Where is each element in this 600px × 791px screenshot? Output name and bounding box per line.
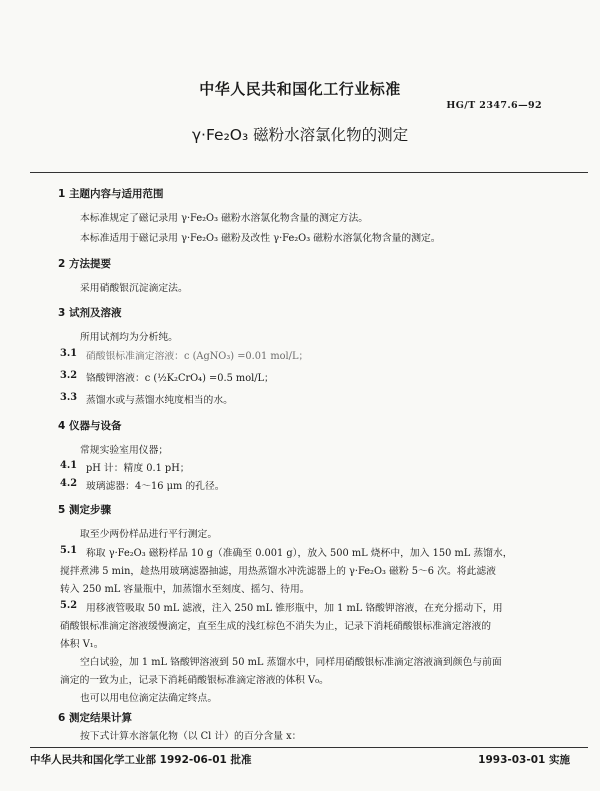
item-5-1-number: 5.1 (60, 545, 78, 556)
doc-title: γ·Fe₂O₃ 磁粉水溶氯化物的测定 (191, 126, 409, 144)
blank-test-line-1: 空白试验，加 1 mL 铬酸钾溶液到 50 mL 蒸馏水中，同样用硝酸银标准滴定溶液滴到颜色与前面 (80, 657, 502, 668)
section-2-paragraph-1: 采用硝酸银沉淀滴定法。 (80, 283, 188, 294)
section-4-heading: 4 仪器与设备 (58, 420, 122, 432)
item-3-2-number: 3.2 (60, 370, 78, 381)
item-5-2-line-3: 体积 V₁。 (60, 639, 104, 650)
implementation-date: 1993-03-01 实施 (478, 754, 570, 766)
item-5-2-line-1: 用移液管吸取 50 mL 滤液，注入 250 mL 锥形瓶中，加 1 mL 铬酸钾溶液，在充分摇动下，用 (86, 603, 503, 614)
item-4-2-text: 玻璃滤器：4～16 μm 的孔径。 (86, 481, 225, 492)
item-3-3-text: 蒸馏水或与蒸馏水纯度相当的水。 (86, 395, 233, 406)
standard-number: HG/T 2347.6—92 (446, 100, 542, 111)
item-3-3-number: 3.3 (60, 392, 78, 403)
header-rule (30, 172, 588, 173)
section-2-heading: 2 方法提要 (58, 258, 111, 270)
item-4-1-number: 4.1 (60, 460, 78, 471)
item-5-1-line-2: 搅拌煮沸 5 min，趁热用玻璃滤器抽滤，用热蒸馏水冲洗滤器上的 γ·Fe₂O₃ 磁粉 5～6 次。将此滤液 (60, 566, 496, 577)
item-4-2-number: 4.2 (60, 478, 78, 489)
item-5-1-line-1: 称取 γ·Fe₂O₃ 磁粉样品 10 g（准确至 0.001 g），放入 500 mL 烧杯中，加入 150 mL 蒸馏水， (86, 548, 513, 559)
section-4-intro: 常规实验室用仪器； (80, 445, 169, 456)
section-3-intro: 所用试剂均为分析纯。 (80, 332, 178, 343)
section-6-heading: 6 测定结果计算 (58, 712, 132, 724)
item-3-2-text: 铬酸钾溶液：c (½K₂CrO₄) =0.5 mol/L； (86, 373, 274, 384)
item-5-2-number: 5.2 (60, 600, 78, 611)
section-1-paragraph-1: 本标准规定了磁记录用 γ·Fe₂O₃ 磁粉水溶氯化物含量的测定方法。 (80, 213, 369, 224)
item-5-2-line-2: 硝酸银标准滴定溶液缓慢滴定，直至生成的浅红棕色不消失为止，记录下消耗硝酸银标准滴定溶液的 (60, 621, 492, 632)
item-3-1-text: 硝酸银标准滴定溶液：c (AgNO₃) =0.01 mol/L； (86, 351, 309, 362)
item-3-1-number: 3.1 (60, 348, 78, 359)
item-4-1-text: pH 计：精度 0.1 pH； (86, 463, 190, 474)
section-5-intro: 取至少两份样品进行平行测定。 (80, 529, 218, 540)
section-1-paragraph-2: 本标准适用于磁记录用 γ·Fe₂O₃ 磁粉及改性 γ·Fe₂O₃ 磁粉水溶氯化物含量的测定。 (80, 233, 441, 244)
approval-note: 中华人民共和国化学工业部 1992-06-01 批准 (30, 754, 252, 766)
potentiometric-note: 也可以用电位滴定法确定终点。 (80, 693, 218, 704)
org-title: 中华人民共和国化工行业标准 (199, 80, 401, 98)
section-1-heading: 1 主题内容与适用范围 (58, 188, 164, 200)
item-5-1-line-3: 转入 250 mL 容量瓶中，加蒸馏水至刻度、摇匀、待用。 (60, 584, 310, 595)
blank-test-line-2: 滴定的一致为止，记录下消耗硝酸银标准滴定溶液的体积 V₀。 (60, 675, 329, 686)
section-5-heading: 5 测定步骤 (58, 504, 111, 516)
section-6-paragraph-1: 按下式计算水溶氯化物（以 Cl 计）的百分含量 x： (80, 731, 302, 742)
section-3-heading: 3 试剂及溶液 (58, 307, 122, 319)
footer-rule (30, 747, 588, 748)
